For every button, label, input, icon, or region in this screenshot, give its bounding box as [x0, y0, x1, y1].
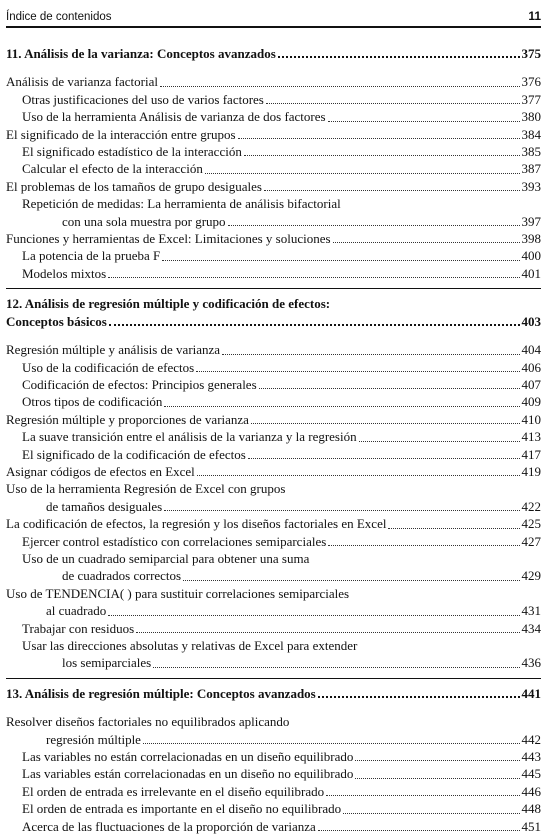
toc-entry-text: El significado de la codificación de efectos	[22, 446, 246, 462]
toc-entry-text: Funciones y herramientas de Excel: Limitaciones y soluciones	[6, 231, 331, 247]
toc-entry-text: Uso de un cuadrado semiparcial para obtener una suma	[22, 550, 310, 566]
toc-entry-page: 425	[521, 516, 541, 532]
toc-entry-text: Resolver diseños factoriales no equilibrados aplicando	[6, 714, 290, 730]
toc-entry	[6, 247, 541, 264]
chapter-page: 375	[521, 46, 541, 61]
toc-entry-text: Uso de la herramienta Análisis de varianza de dos factores	[22, 109, 326, 125]
leader-dots	[343, 813, 519, 814]
leader-dots	[278, 56, 520, 58]
leader-dots	[164, 406, 519, 407]
toc-entry-page: 385	[521, 144, 541, 160]
toc-entry	[6, 393, 541, 410]
toc-entry-page: 393	[521, 178, 541, 194]
chapter-spacer	[6, 702, 541, 713]
toc-entry-page: 419	[521, 463, 541, 479]
toc-entry	[6, 765, 541, 782]
toc-entry-text: Repetición de medidas: La herramienta de análisis bifactorial	[22, 196, 341, 212]
leader-dots	[222, 354, 519, 355]
toc-entry	[6, 446, 541, 463]
leader-dots	[355, 778, 519, 779]
leader-dots	[328, 545, 519, 546]
toc-entry	[6, 341, 541, 358]
toc-entry-page: 401	[521, 265, 541, 281]
chapter-title: 13. Análisis de regresión múltiple: Conceptos avanzados	[6, 685, 316, 701]
leader-dots	[251, 423, 520, 424]
leader-dots	[108, 277, 519, 278]
leader-dots	[196, 371, 519, 372]
toc-entry	[6, 463, 541, 480]
toc-entry-text: Trabajar con residuos	[22, 620, 135, 636]
toc-entry	[6, 800, 541, 817]
leader-dots	[333, 242, 520, 243]
toc-entry	[6, 143, 541, 160]
toc-entry-page: 448	[521, 801, 541, 817]
header-title: Índice de contenidos	[6, 11, 112, 23]
toc-entry	[6, 567, 541, 584]
toc-entry	[6, 533, 541, 550]
chapter-spacer	[6, 62, 541, 73]
toc-entry	[6, 108, 541, 125]
toc-entry-page: 407	[521, 376, 541, 392]
chapter-title: 12. Análisis de regresión múltiple y codificación de efectos:	[6, 296, 331, 312]
toc-entry-page: 400	[521, 248, 541, 264]
leader-dots	[244, 155, 520, 156]
leader-dots	[228, 225, 520, 226]
chapter-title: 11. Análisis de la varianza: Conceptos avanzados	[6, 46, 276, 61]
leader-dots	[143, 743, 520, 744]
leader-dots	[328, 121, 520, 122]
toc-entry-text: Uso de TENDENCIA( ) para sustituir correlaciones semiparciales	[6, 585, 350, 601]
toc-entry	[6, 748, 541, 765]
leader-dots	[153, 667, 519, 668]
toc-entry-text: Uso de la herramienta Regresión de Excel con grupos	[6, 481, 286, 497]
toc-entry-page: 417	[521, 446, 541, 462]
toc-entry-cont: de tamaños desiguales	[46, 498, 163, 514]
toc-entry-text: Codificación de efectos: Principios generales	[22, 376, 257, 392]
leader-dots	[136, 632, 519, 633]
chapter-title-cont: Conceptos básicos	[6, 313, 107, 329]
chapter-spacer	[6, 330, 541, 341]
leader-dots	[326, 795, 519, 796]
toc-entry-page: 431	[521, 603, 541, 619]
toc-entry-text: Uso de la codificación de efectos	[22, 359, 195, 375]
toc-entry	[6, 654, 541, 671]
toc-entry	[6, 620, 541, 637]
chapter-divider	[6, 288, 541, 289]
toc-entry-page: 406	[521, 359, 541, 375]
toc-entry	[6, 602, 541, 619]
leader-dots	[109, 324, 520, 326]
toc-entry	[6, 359, 541, 376]
toc-entry-text: Modelos mixtos	[22, 265, 107, 281]
toc-entry-text: Análisis de varianza factorial	[6, 74, 158, 90]
toc-entry-cont: de cuadrados correctos	[62, 568, 182, 584]
toc-entry-text: Asignar códigos de efectos en Excel	[6, 463, 195, 479]
toc-entry-page: 451	[521, 818, 541, 834]
toc-entry	[6, 91, 541, 108]
toc-entry-text: El significado de la interacción entre grupos	[6, 126, 236, 142]
toc-entry-text: Regresión múltiple y análisis de varianza	[6, 342, 221, 358]
toc-entry-text: El orden de entrada es importante en el diseño no equilibrado	[22, 801, 342, 817]
toc-entry	[6, 376, 541, 393]
chapter-title-row	[6, 45, 541, 62]
toc-entry-page: 380	[521, 109, 541, 125]
toc-entry	[6, 126, 541, 143]
toc-entry-page: 384	[521, 126, 541, 142]
leader-dots	[259, 388, 520, 389]
toc-entry	[6, 428, 541, 445]
leader-dots	[162, 260, 519, 261]
toc-entry	[6, 178, 541, 195]
toc-entry-page: 413	[521, 429, 541, 445]
leader-dots	[318, 696, 520, 698]
toc-entry-cont: con una sola muestra por grupo	[62, 213, 226, 229]
toc-entry-text: Regresión múltiple y proporciones de varianza	[6, 411, 249, 427]
toc-entry-text: El orden de entrada es irrelevante en el diseño equilibrado	[22, 783, 325, 799]
toc-entry-text: La codificación de efectos, la regresión y los diseños factoriales en Excel	[6, 516, 387, 532]
chapter-title-row	[6, 313, 541, 330]
toc-entry-page: 429	[521, 568, 541, 584]
chapter-page: 441	[521, 685, 541, 701]
toc-entry	[6, 818, 541, 835]
toc-entry-text: Acerca de las fluctuaciones de la proporción de varianza	[22, 818, 316, 834]
leader-dots	[197, 475, 520, 476]
toc-entry	[6, 265, 541, 282]
toc-entry-page: 409	[521, 394, 541, 410]
toc-entry	[6, 213, 541, 230]
toc-entry-text: Usar las direcciones absolutas y relativas de Excel para extender	[22, 638, 358, 653]
leader-dots	[205, 173, 520, 174]
toc-entry-cont: al cuadrado	[46, 603, 107, 619]
toc-entry-cont: regresión múltiple	[46, 731, 141, 747]
leader-dots	[264, 190, 520, 191]
toc-entry-page: 397	[521, 213, 541, 229]
toc-entry-text: Otras justificaciones del uso de varios factores	[22, 91, 264, 107]
toc-entry-page: 446	[521, 783, 541, 799]
toc-entry-text: Las variables no están correlacionadas en un diseño equilibrado	[22, 749, 354, 765]
toc-entry-page: 404	[521, 342, 541, 358]
toc-entry-text: Otros tipos de codificación	[22, 394, 163, 410]
toc-entry-page: 410	[521, 411, 541, 427]
table-of-contents	[6, 34, 541, 835]
leader-dots	[164, 510, 519, 511]
toc-entry	[6, 411, 541, 428]
toc-entry-text: Calcular el efecto de la interacción	[22, 161, 203, 177]
leader-dots	[359, 441, 520, 442]
toc-entry-page: 443	[521, 749, 541, 765]
toc-entry-page: 442	[521, 731, 541, 747]
toc-entry-page: 422	[521, 498, 541, 514]
chapter-title-row	[6, 685, 541, 702]
toc-entry-page: 376	[521, 74, 541, 90]
toc-entry	[6, 160, 541, 177]
toc-entry-text: El significado estadístico de la interacción	[22, 144, 242, 160]
leader-dots	[388, 528, 519, 529]
toc-entry-page: 387	[521, 161, 541, 177]
toc-entry-text: El problemas de los tamaños de grupo desiguales	[6, 178, 262, 194]
toc-entry	[6, 515, 541, 532]
leader-dots	[266, 103, 520, 104]
toc-entry	[6, 783, 541, 800]
toc-entry-page: 436	[521, 655, 541, 671]
leader-dots	[355, 760, 519, 761]
toc-entry	[6, 731, 541, 748]
leader-dots	[183, 580, 519, 581]
toc-entry	[6, 230, 541, 247]
running-header	[6, 6, 541, 28]
toc-entry-cont: los semiparciales	[62, 655, 152, 671]
top-spacer	[6, 34, 541, 45]
toc-entry-page: 398	[521, 231, 541, 247]
toc-entry-page: 377	[521, 91, 541, 107]
toc-entry	[6, 498, 541, 515]
leader-dots	[248, 458, 520, 459]
header-page-number: 11	[528, 9, 541, 23]
toc-entry-page: 427	[521, 533, 541, 549]
toc-entry	[6, 73, 541, 90]
leader-dots	[238, 138, 520, 139]
leader-dots	[108, 615, 519, 616]
toc-entry-text: Las variables están correlacionadas en un diseño no equilibrado	[22, 766, 354, 782]
toc-entry-text: La potencia de la prueba F	[22, 248, 161, 264]
leader-dots	[160, 86, 520, 87]
toc-entry-page: 434	[521, 620, 541, 636]
toc-entry-page: 445	[521, 766, 541, 782]
chapter-page: 403	[521, 313, 541, 329]
toc-entry-text: Ejercer control estadístico con correlaciones semiparciales	[22, 533, 327, 549]
toc-entry-text: La suave transición entre el análisis de la varianza y la regresión	[22, 429, 357, 445]
chapter-divider	[6, 678, 541, 679]
leader-dots	[318, 830, 520, 831]
